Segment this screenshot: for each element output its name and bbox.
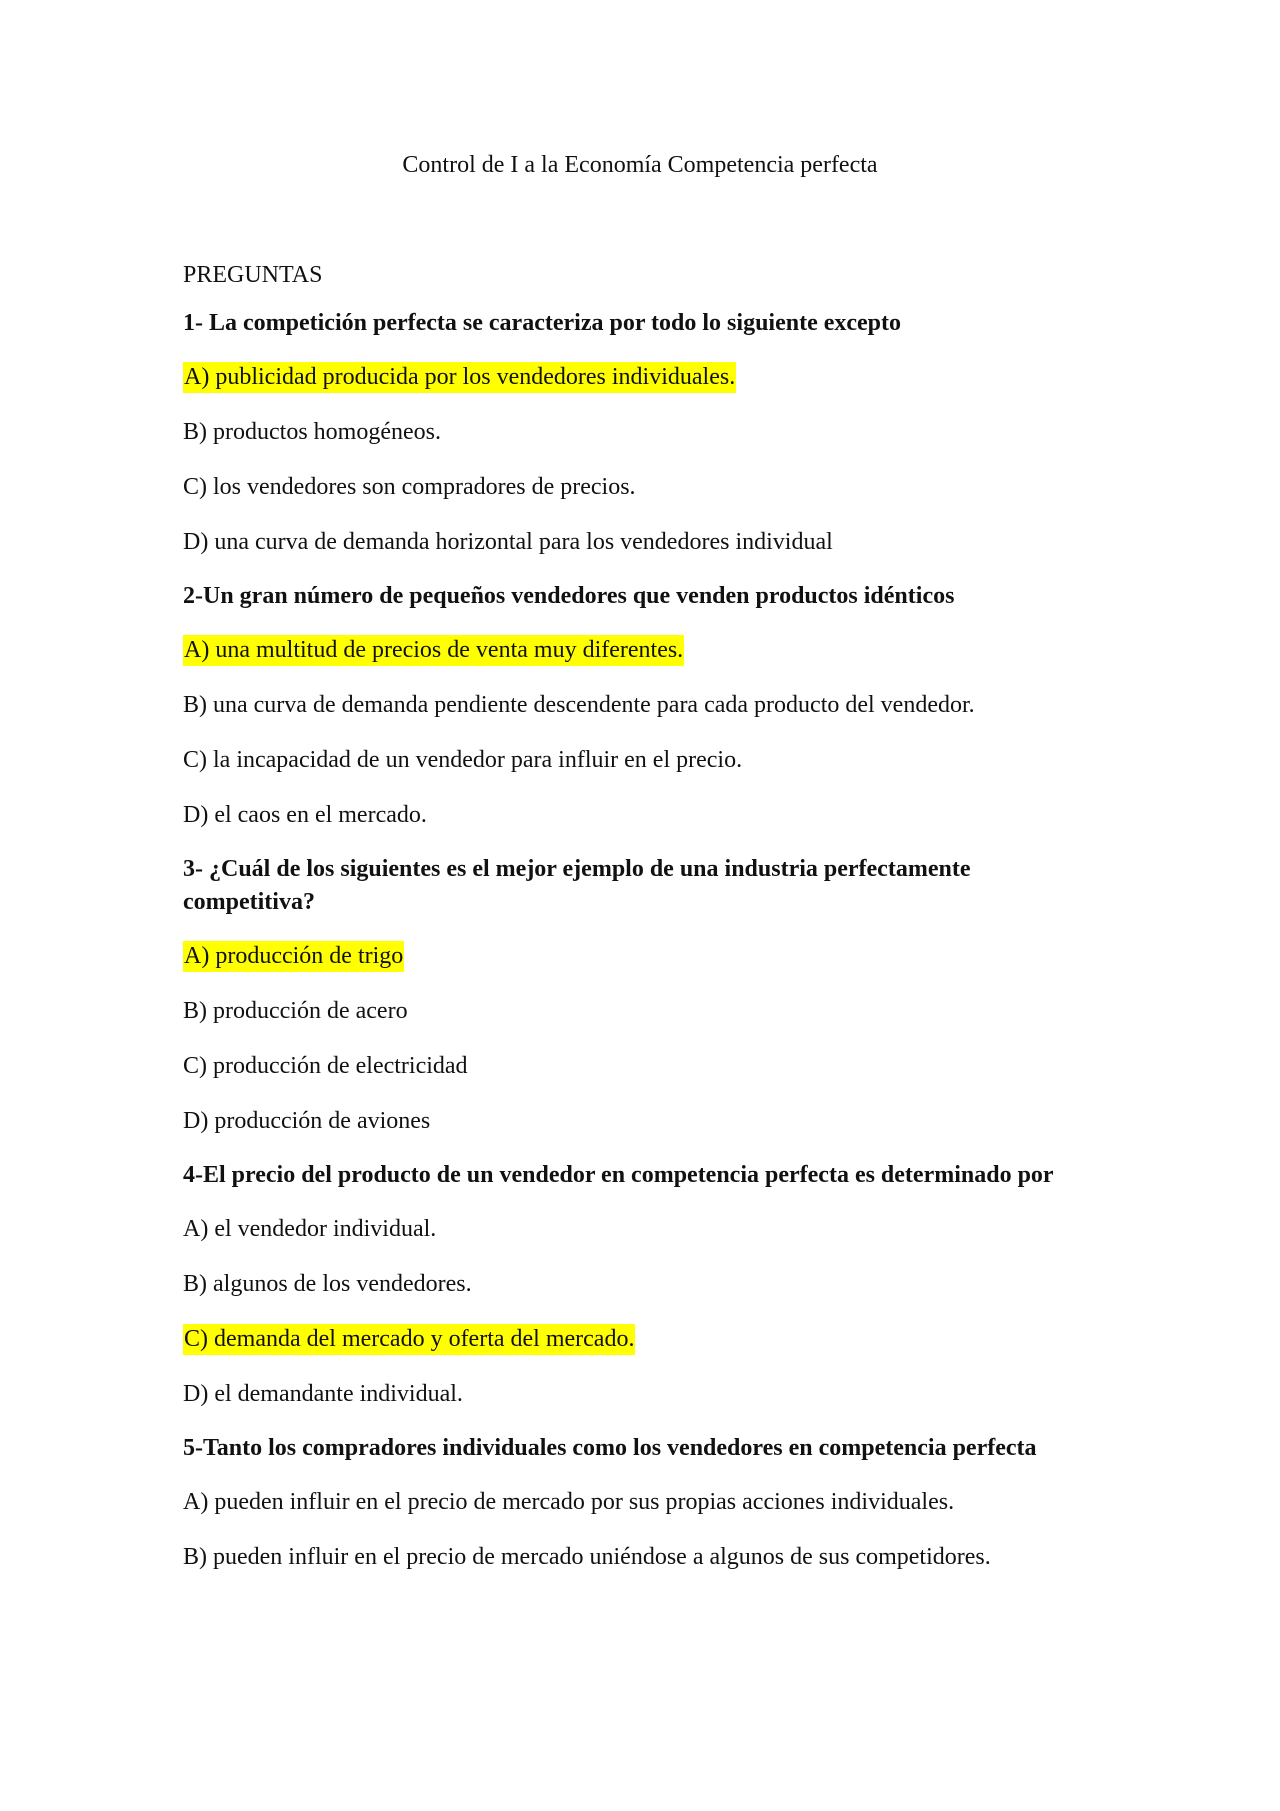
option-c: [183, 1322, 1083, 1356]
question-2: [183, 580, 1083, 832]
question-text: 3- ¿Cuál de los siguientes es el mejor ejemplo de una industria perfectamente competitiva?: [183, 856, 971, 915]
option-d: [183, 1377, 1083, 1411]
question-1: [183, 307, 1083, 559]
option-text: B) algunos de los vendedores.: [183, 1271, 472, 1297]
option-b: [183, 1267, 1083, 1301]
option-text: C) producción de electricidad: [183, 1053, 468, 1079]
option-text: D) producción de aviones: [183, 1108, 431, 1134]
option-text: B) una curva de demanda pendiente descendente para cada producto del vendedor.: [183, 692, 975, 718]
option-text: D) el demandante individual.: [183, 1381, 463, 1407]
option-text: D) el caos en el mercado.: [183, 802, 427, 828]
option-text: B) producción de acero: [183, 998, 408, 1024]
option-text: B) productos homogéneos.: [183, 419, 441, 445]
document-title: Control de I a la Economía Competencia perfecta: [402, 152, 878, 178]
question-text: 5-Tanto los compradores individuales como los vendedores en competencia perfecta: [183, 1435, 1037, 1461]
option-b: [183, 415, 1083, 449]
option-text: C) los vendedores son compradores de precios.: [183, 474, 636, 500]
section-label: PREGUNTAS: [183, 262, 323, 288]
question-4: [183, 1159, 1083, 1411]
option-a: [183, 939, 1083, 973]
option-text: A) publicidad producida por los vendedores individuales.: [183, 362, 736, 393]
option-text: B) pueden influir en el precio de mercado uniéndose a algunos de sus competidores.: [183, 1544, 991, 1570]
question-3: [183, 853, 1083, 1138]
option-a: [183, 1485, 1083, 1519]
option-a: [183, 1212, 1083, 1246]
question-5: [183, 1432, 1083, 1574]
option-b: [183, 994, 1083, 1028]
option-text: A) una multitud de precios de venta muy diferentes.: [183, 635, 684, 666]
option-c: [183, 743, 1083, 777]
option-text: D) una curva de demanda horizontal para los vendedores individual: [183, 529, 833, 555]
option-text: A) el vendedor individual.: [183, 1216, 437, 1242]
question-text: 4-El precio del producto de un vendedor en competencia perfecta es determinado por: [183, 1162, 1054, 1188]
option-b: [183, 688, 1083, 722]
option-c: [183, 470, 1083, 504]
option-text: A) producción de trigo: [183, 941, 404, 972]
option-text: C) la incapacidad de un vendedor para influir en el precio.: [183, 747, 743, 773]
option-d: [183, 1104, 1083, 1138]
question-text: 1- La competición perfecta se caracteriza por todo lo siguiente excepto: [183, 310, 902, 336]
option-d: [183, 525, 1083, 559]
option-d: [183, 798, 1083, 832]
question-text: 2-Un gran número de pequeños vendedores que venden productos idénticos: [183, 583, 955, 609]
option-a: [183, 360, 1083, 394]
option-b: [183, 1540, 1083, 1574]
document-body: [183, 258, 1083, 1595]
option-text: A) pueden influir en el precio de mercado por sus propias acciones individuales.: [183, 1489, 955, 1515]
option-a: [183, 633, 1083, 667]
option-c: [183, 1049, 1083, 1083]
option-text: C) demanda del mercado y oferta del mercado.: [183, 1324, 635, 1355]
